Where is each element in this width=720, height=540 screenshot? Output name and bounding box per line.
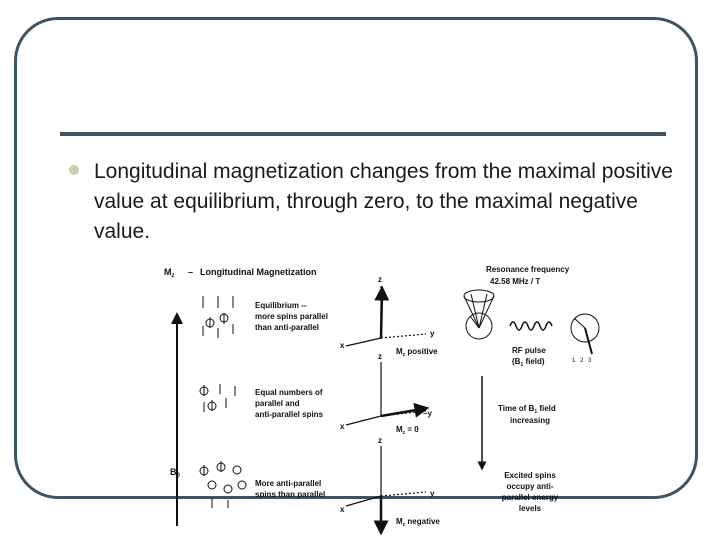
precession-cone-icon bbox=[464, 290, 494, 339]
axis3-x: x bbox=[340, 505, 345, 514]
row2-description: Equal numbers of parallel and anti-parallel spins bbox=[255, 388, 324, 419]
axis3-y: y bbox=[430, 489, 435, 498]
axis-triad-3 bbox=[346, 446, 426, 528]
axis-triad-2 bbox=[346, 362, 426, 425]
axis1-z: z bbox=[378, 275, 382, 284]
title-divider bbox=[60, 132, 666, 136]
time-label: Time of $B_1$ field increasing bbox=[498, 404, 556, 425]
rf-pulse-label: RF pulse ($B_1$ field) bbox=[512, 346, 546, 368]
spins-row-1 bbox=[203, 296, 233, 338]
mz-zero-label: $M_z = 0$ bbox=[396, 425, 419, 436]
axis-triad-1 bbox=[346, 286, 426, 346]
tipped-spin-icon bbox=[571, 314, 599, 354]
axis2-z: z bbox=[378, 352, 382, 361]
bullet-icon bbox=[69, 165, 79, 175]
mz-negative-label: $M_z$ negative bbox=[396, 517, 440, 528]
excited-spins-label: Excited spins occupy anti-parallel energy levels bbox=[501, 471, 559, 513]
magnetization-figure bbox=[160, 256, 605, 540]
title-dash: – bbox=[188, 267, 194, 277]
mz-positive-label: $M_z$ positive bbox=[396, 347, 438, 358]
axis1-y: y bbox=[430, 329, 435, 338]
mz-symbol: $M_z$ bbox=[164, 267, 175, 279]
spins-row-2 bbox=[200, 384, 235, 412]
row3-description: More anti-parallel spins than parallel bbox=[255, 479, 326, 499]
axis1-x: x bbox=[340, 341, 345, 350]
row1-description: Equilibrium --more spins parallel than anti-parallel bbox=[255, 301, 328, 332]
resonance-label: Resonance frequency 42.58 MHz / T bbox=[486, 265, 570, 286]
spins-row-3 bbox=[200, 461, 246, 508]
axis2-neg-y: –y bbox=[423, 409, 432, 418]
rf-wave-icon bbox=[510, 322, 552, 330]
rf-digits: 1 2 3 bbox=[572, 358, 592, 364]
b0-label: $B_0$ bbox=[170, 467, 180, 479]
axis2-x: x bbox=[340, 422, 345, 431]
axis3-z: z bbox=[378, 436, 382, 445]
figure-title: Longitudinal Magnetization bbox=[200, 267, 317, 277]
bullet-text: Longitudinal magnetization changes from the maximal positive value at equilibrium, through zero, to the maximal negative value. bbox=[94, 160, 673, 243]
